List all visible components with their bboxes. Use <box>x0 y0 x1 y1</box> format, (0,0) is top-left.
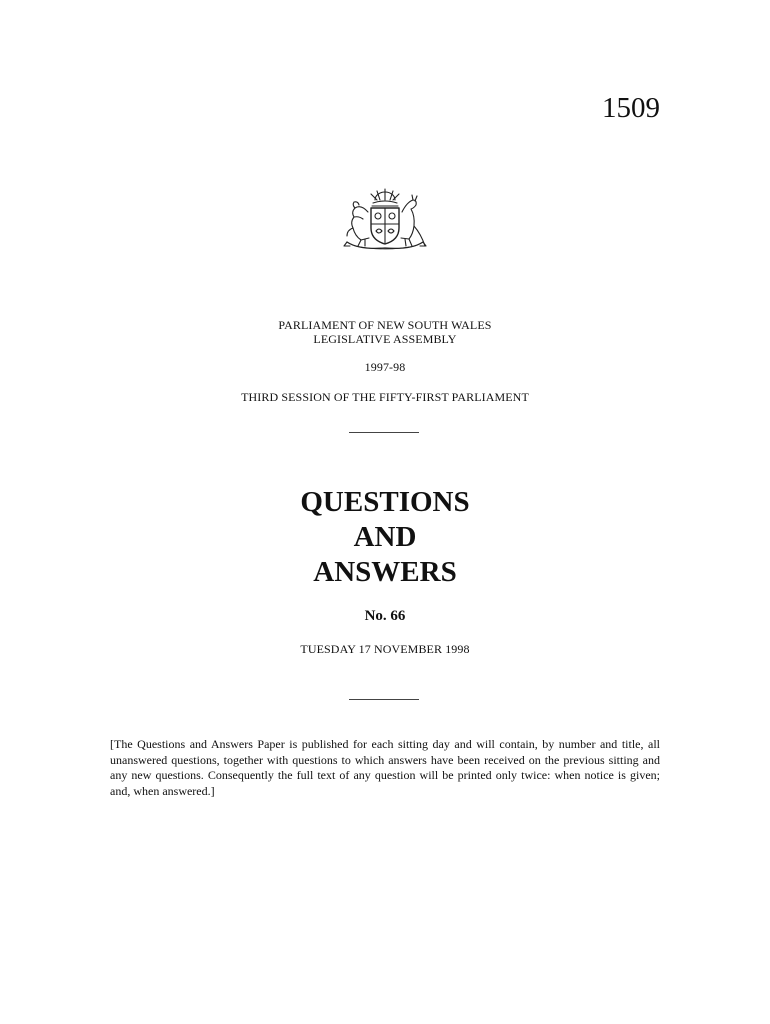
title-questions: QUESTIONS <box>300 486 470 518</box>
publication-notice: [The Questions and Answers Paper is published for each sitting day and will contain, by number and title, all unanswered questions, together with questions to which answers have been received on the previous sitting and any new questions. Consequently the full text of any question will be printed only twice: when notice is given; and, when answered.] <box>110 737 660 798</box>
title-and: AND <box>353 521 417 553</box>
divider-top <box>349 432 419 433</box>
session-title: THIRD SESSION OF THE FIFTY-FIRST PARLIAMENT <box>241 390 529 404</box>
title-answers: ANSWERS <box>313 556 457 588</box>
issue-number: No. 66 <box>364 608 406 624</box>
session-years: 1997-98 <box>364 360 406 374</box>
parliament-name: PARLIAMENT OF NEW SOUTH WALES <box>278 318 492 332</box>
divider-bottom <box>349 699 419 700</box>
nsw-coat-of-arms-icon <box>341 186 429 252</box>
issue-date: TUESDAY 17 NOVEMBER 1998 <box>300 642 470 656</box>
house-name: LEGISLATIVE ASSEMBLY <box>313 332 457 346</box>
page-number: 1509 <box>602 92 660 124</box>
